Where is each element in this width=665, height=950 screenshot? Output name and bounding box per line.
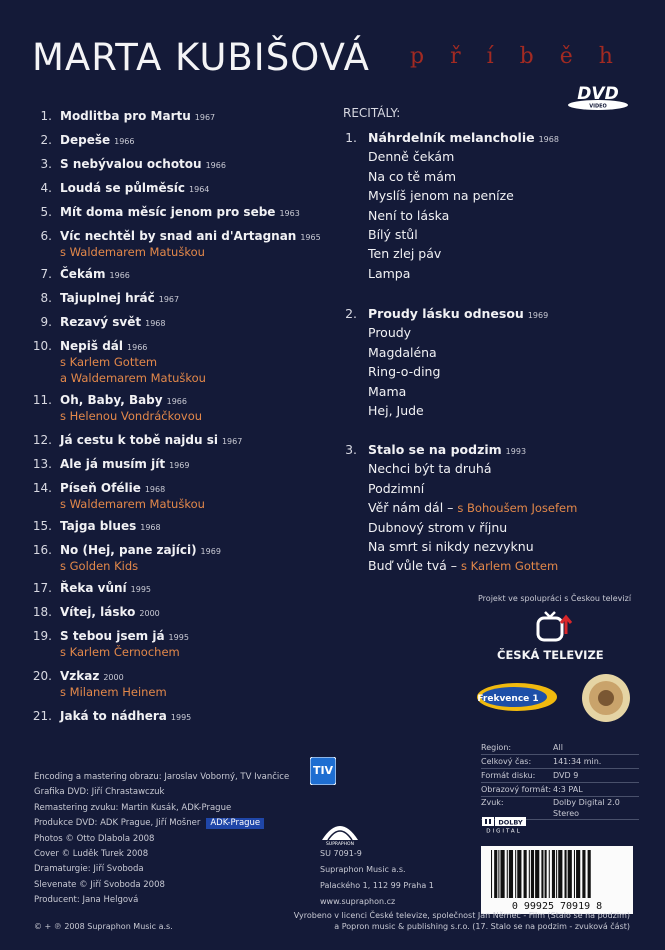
recital-title-text: Náhrdelník melancholie [368,130,535,145]
supraphon-info [320,846,434,910]
track-title [60,432,242,450]
license-line: Vyrobeno v licenci České televize, společnost Jan Němec - Film (Stalo se na podzim) [293,911,630,920]
recital-song [368,206,449,225]
copyright: © + ℗ 2008 Supraphon Music a.s. [34,922,173,931]
recital-song-title: Bílý stůl [368,227,418,242]
barcode-bar [558,850,562,898]
recital-number: 2. [345,306,357,321]
track-title-text: Tajuplnej hráč [60,291,155,305]
tiv-logo [310,757,336,785]
recital-song-title: Magdaléna [368,344,437,360]
track-featuring: s Karlem Gottem [60,355,158,369]
track-title [60,266,130,284]
credit-line: Photos © Otto Dlabola 2008 [34,833,155,844]
track-title-text: Modlitba pro Martu [60,109,191,123]
barcode-bar [582,850,585,898]
track-featuring: s Helenou Vondráčkovou [60,409,203,423]
track-year: 2000 [139,609,160,618]
license-note [276,910,630,932]
recital-song-title: Lampa [368,265,411,281]
track-year: 1966 [127,343,148,352]
album-subtitle: příběh [410,44,639,69]
track-year: 1966 [109,271,130,280]
barcode-bar [556,850,557,898]
track-title [60,456,189,474]
recitals-heading: RECITÁLY: [343,106,401,120]
barcode-bar [576,850,580,898]
recital-song [368,264,410,283]
track-number: 1. [40,109,52,123]
album-title: MARTA KUBIŠOVÁ [32,36,370,79]
catalog-number: SU 7091-9 [320,849,362,858]
recital-year: 1968 [538,135,559,144]
credit-line: Cover © Luděk Turek 2008 [34,849,149,860]
track-title-text: Píseň Ofélie [60,481,141,495]
track-number: 9. [40,315,52,329]
recital-song [368,343,437,362]
track-number: 2. [40,133,52,147]
recital-song-title: Myslíš jenom na peníze [368,188,514,204]
recital-song-title: Denně čekám [368,149,455,165]
recital-song [368,537,534,556]
adk-prague-logo: ADK-Prague [206,818,264,829]
dolby-digital-logo [482,817,526,833]
svg-text:DOLBY: DOLBY [498,818,523,827]
track-number: 17. [32,581,52,595]
track-number: 6. [40,229,52,243]
barcode-bar [529,850,530,898]
recital-song [368,225,418,244]
track-year: 1968 [140,523,161,532]
spec-row: Formát disku: DVD 9 [481,769,639,783]
track-title [60,708,191,726]
track-number: 4. [40,181,52,195]
barcode-bar [541,850,543,898]
track-number: 7. [40,267,52,281]
track-title [60,132,134,150]
barcode-bar [498,850,499,898]
recital-song-title: Proudy [368,325,412,341]
track-featuring: s Milanem Heinem [60,685,167,699]
track-year: 1964 [189,185,210,194]
barcode-bar [552,850,555,898]
license-line: a Popron music & publishing s.r.o. (17. Stalo se na podzim - zvuková část) [334,922,630,931]
track-title-text: Nepiš dál [60,339,124,353]
supraphon-logo [318,816,362,846]
track-title-text: Rezavý svět [60,315,142,329]
svg-text:TIV: TIV [312,764,334,777]
track-title-text: Depeše [60,133,111,147]
svg-text:SUPRAPHON: SUPRAPHON [326,842,354,846]
recital-song [368,186,514,205]
barcode-bar [524,850,527,898]
barcode-number: 0 99925 70919 8 [511,901,603,912]
spec-row: Obrazový formát: 4:3 PAL [481,783,639,797]
recital-title [368,440,526,461]
recital-song [368,459,491,478]
track-title-text: Mít doma měsíc jenom pro sebe [60,205,276,219]
track-title-text: Vítej, lásko [60,605,136,619]
track-title-text: Oh, Baby, Baby [60,393,163,407]
track-number: 20. [32,669,52,683]
dvd-video-logo [566,82,630,112]
track-number: 19. [32,629,52,643]
track-year: 1966 [114,137,135,146]
credit-line: Slevenate © Jiří Svoboda 2008 [34,879,165,890]
recital-title [368,304,548,325]
track-featuring: s Karlem Černochem [60,645,180,659]
barcode-bar [574,850,575,898]
barcode-bar [515,850,516,898]
barcode-bar [507,850,508,898]
track-year: 2000 [103,673,124,682]
recital-song [368,147,454,166]
track-year: 1995 [168,633,189,642]
credit-line: Remastering zvuku: Martin Kusák, ADK-Prague [34,802,232,813]
recital-song-title: Buď vůle tvá – [368,558,462,574]
recital-song [368,167,456,186]
publisher-name: Supraphon Music a.s. [320,865,406,874]
track-title-text: Ale já musím jít [60,457,166,471]
recital-song [368,556,558,576]
track-title [60,314,165,332]
track-number: 8. [40,291,52,305]
recital-song-title: Věř nám dál – [368,500,458,516]
recital-song-title: Není to láska [368,207,450,223]
barcode-bar [545,850,547,898]
recital-title [368,128,559,149]
track-year: 1967 [158,295,180,304]
recital-number: 1. [345,130,357,145]
recital-song [368,382,406,401]
barcode-bars [481,846,633,914]
recital-song [368,362,440,381]
recital-song-title: Na smrt si nikdy nezvyknu [368,539,534,554]
credit-line [34,816,334,831]
track-title [60,604,160,622]
recital-song-title: Hej, Jude [368,403,424,418]
publisher-address: Palackého 1, 112 99 Praha 1 [320,881,434,890]
barcode-bar [565,850,567,898]
track-featuring: s Golden Kids [60,559,139,573]
track-number: 5. [40,205,52,219]
track-year: 1967 [194,113,216,122]
credits [34,770,334,909]
svg-text:Frekvence 1: Frekvence 1 [477,694,539,704]
spec-row: Celkový čas: 141:34 min. [481,755,639,769]
credit-line: Dramaturgie: Jiří Svoboda [34,864,144,875]
recital-song [368,479,424,498]
track-number: 13. [32,457,52,471]
track-number: 14. [32,481,52,495]
publisher-url: www.supraphon.cz [320,897,396,906]
recital-song-title: Na co tě mám [368,168,457,184]
track-number: 18. [32,605,52,619]
recital-song [368,498,577,518]
credit-line: Encoding a mastering obrazu: Jaroslav Voborný, TV Ivančice [34,772,290,782]
barcode-bar [588,850,591,898]
track-featuring: s Waldemarem Matuškou [60,497,205,511]
svg-text:DIGITAL: DIGITAL [486,828,522,833]
track-year: 1995 [170,713,192,722]
dvd-logo-sub: VIDEO [589,103,607,110]
track-number: 10. [32,339,52,353]
track-title [60,290,179,308]
recital-song-title: Mama [368,383,407,399]
recital-song [368,323,411,342]
barcode-bar [568,850,572,898]
spec-row: Zvuk: Dolby Digital 2.0 Stereo [481,797,639,820]
track-number: 21. [32,709,52,723]
track-year: 1968 [144,485,166,494]
recital-song [368,401,424,420]
track-number: 16. [32,543,52,557]
anniversary-seal-logo [580,672,632,724]
recital-song [368,518,507,537]
spec-row: Region: All [481,741,639,755]
track-title-text: Loudá se půlměsíc [60,181,186,195]
recital-song-featuring: s Karlem Gottem [461,559,559,574]
recital-title-text: Stalo se na podzim [368,442,502,457]
barcode-bar [500,850,504,898]
track-title [60,108,215,126]
dvd-logo-text: DVD [577,84,619,104]
barcode-bar [535,850,539,898]
barcode [481,846,633,914]
track-featuring: a Waldemarem Matuškou [60,371,206,385]
track-title [60,204,300,222]
recital-song-title: Ring-o-ding [368,364,441,380]
track-title [60,518,161,536]
track-year: 1966 [205,161,226,170]
track-year: 1965 [300,233,321,242]
recital-song-title: Nechci být ta druhá [368,461,492,477]
track-year: 1968 [145,319,166,328]
recital-song-title: Dubnový strom v říjnu [368,519,508,535]
barcode-bar [509,850,513,898]
recital-song-title: Podzimní [368,480,425,496]
recital-song-featuring: s Bohoušem Josefem [457,501,578,516]
track-title-text: Víc nechtěl by snad ani d'Artagnan [60,229,297,243]
recital-number: 3. [345,442,357,457]
recital-title-text: Proudy lásku odnesou [368,306,524,321]
credit-line: Grafika DVD: Jiří Chrastawczuk [34,787,165,798]
barcode-bar [549,850,550,898]
track-title-text: Tajga blues [60,519,137,533]
recital-song-title: Ten zlej páv [368,246,442,262]
track-title [60,156,226,174]
track-year: 1969 [169,461,190,470]
track-number: 11. [32,393,52,407]
track-year: 1995 [130,585,152,594]
recital-song [368,244,441,263]
track-featuring: s Waldemarem Matuškou [60,245,205,259]
track-year: 1967 [221,437,243,446]
recital-year: 1969 [527,311,549,320]
credit-line: Producent: Jana Helgová [34,895,139,906]
track-title-text: Jaká to nádhera [60,709,167,723]
ct-cooperation-note: Projekt ve spolupráci s Českou televizí [478,594,632,603]
ceska-televize-logo [535,610,575,642]
track-number: 15. [32,519,52,533]
track-title [60,580,151,598]
track-title-text: Řeka vůní [60,581,127,595]
barcode-bar [494,850,497,898]
track-title-text: S nebývalou ochotou [60,157,202,171]
barcode-bar [517,850,521,898]
track-year: 1969 [200,547,221,556]
recital-year: 1993 [505,447,527,456]
dvd-spec-table [481,741,639,820]
track-number: 12. [32,433,52,447]
barcode-bar [531,850,534,898]
track-title-text: S tebou jsem já [60,629,165,643]
frekvence-1-logo [476,682,558,712]
track-year: 1966 [166,397,187,406]
barcode-bar [491,850,492,898]
track-number: 3. [40,157,52,171]
ceska-televize-name: ČESKÁ TELEVIZE [497,648,604,662]
track-title-text: No (Hej, pane zajíci) [60,543,197,557]
credit-line-text: Produkce DVD: ADK Prague, Jiří Mošner [34,818,201,829]
track-year: 1963 [279,209,300,218]
track-title-text: Vzkaz [60,669,100,683]
track-title-text: Já cestu k tobě najdu si [60,433,218,447]
track-title-text: Čekám [60,267,106,281]
track-title [60,180,209,198]
